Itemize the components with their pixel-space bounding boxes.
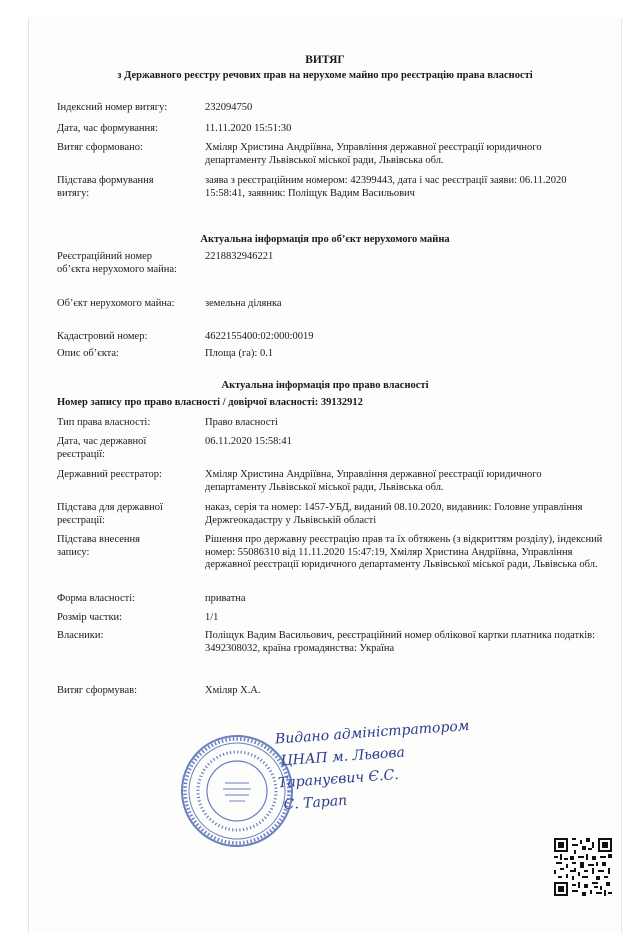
object-type-label: Об’єкт нерухомого майна: — [57, 298, 175, 309]
object-cadastral-label: Кадастровий номер: — [57, 331, 148, 342]
extract-basis-label: Підстава формування витягу: — [57, 175, 154, 199]
ownership-share-value: 1/1 — [205, 612, 219, 623]
formed-by-label: Витяг сформував: — [57, 685, 138, 696]
ownership-share-label: Розмір частки: — [57, 612, 123, 623]
object-cadastral-value: 4622155400:02:000:0019 — [205, 331, 314, 342]
object-type-value: земельна ділянка — [205, 298, 282, 309]
ownership-form-label: Форма власності: — [57, 593, 136, 604]
document-page — [28, 18, 622, 933]
ownership-entry-value: Рішення про державну реєстрацію прав та їх обтяжень (з відкриттям розділу), індексний номер: 55086310 від 11.11.2020 15:47:19, Хміляр Христина Андріївна, Управління державної реєстрації юридичного департаменту Львівської міської ради, Львівська обл. — [205, 534, 603, 570]
ownership-record-number: Номер запису про право власності / довірчої власності: 39132912 — [57, 397, 363, 408]
ownership-registrar-value: Хміляр Христина Андріївна, Управління державної реєстрації юридичного департаменту Львівської міської ради, Львівська обл. — [205, 469, 542, 493]
handwritten-line: С. Тарап — [283, 792, 348, 814]
extract-index-label: Індексний номер витягу: — [57, 102, 168, 113]
handwritten-line: Тарануєвич Є.С. — [277, 767, 400, 792]
ownership-kind-value: Право власності — [205, 417, 278, 428]
object-heading: Актуальна інформація про об’єкт нерухомого майна — [200, 234, 450, 245]
ownership-form-value: приватна — [205, 593, 246, 604]
ownership-basis-value: наказ, серія та номер: 1457-УБД, виданий 08.10.2020, видавник: Головне управління Держгеокадастру у Львівській області — [205, 502, 583, 526]
ownership-date-value: 06.11.2020 15:58:41 — [205, 436, 292, 447]
extract-formed-value: Хміляр Христина Андріївна, Управління державної реєстрації юридичного департаменту Львівської міської ради, Львівська обл. — [205, 142, 542, 166]
object-desc-value: Площа (га): 0.1 — [205, 348, 274, 359]
document-subtitle: з Державного реєстру речових прав на нерухоме майно про реєстрацію права власності — [117, 70, 533, 81]
document-title: ВИТЯГ — [305, 54, 345, 66]
official-stamp-icon — [179, 733, 295, 849]
ownership-registrar-label: Державний реєстратор: — [57, 469, 162, 480]
ownership-date-label: Дата, час державної реєстрації: — [57, 436, 147, 460]
handwritten-line: ЦНАП м. Львова — [280, 744, 406, 770]
extract-date-label: Дата, час формування: — [57, 123, 158, 134]
ownership-owners-label: Власники: — [57, 630, 104, 641]
ownership-entry-label: Підстава внесення запису: — [57, 534, 141, 558]
extract-formed-label: Витяг сформовано: — [57, 142, 143, 153]
extract-index-value: 232094750 — [205, 102, 253, 113]
handwritten-note — [274, 708, 579, 817]
object-desc-label: Опис об’єкта: — [57, 348, 119, 359]
extract-basis-value: заява з реєстраційним номером: 42399443, дата і час реєстрації заяви: 06.11.2020 15:58:41, заявник: Поліщук Вадим Васильович — [205, 175, 567, 199]
ownership-owners-value: Поліщук Вадим Васильович, реєстраційний номер облікової картки платника податків: 3492308032, країна громадянства: Україна — [205, 630, 596, 654]
qr-code-icon — [554, 838, 612, 896]
ownership-basis-label: Підстава для державної реєстрації: — [57, 502, 163, 526]
object-reg-label: Реєстраційний номер об’єкта нерухомого майна: — [57, 251, 177, 275]
ownership-heading: Актуальна інформація про право власності — [221, 380, 429, 391]
object-reg-value: 2218832946221 — [205, 251, 274, 262]
handwritten-line: Видано адміністратором — [274, 717, 470, 748]
ownership-kind-label: Тип права власності: — [57, 417, 151, 428]
extract-date-value: 11.11.2020 15:51:30 — [205, 123, 292, 134]
formed-by-value: Хміляр Х.А. — [205, 685, 261, 696]
